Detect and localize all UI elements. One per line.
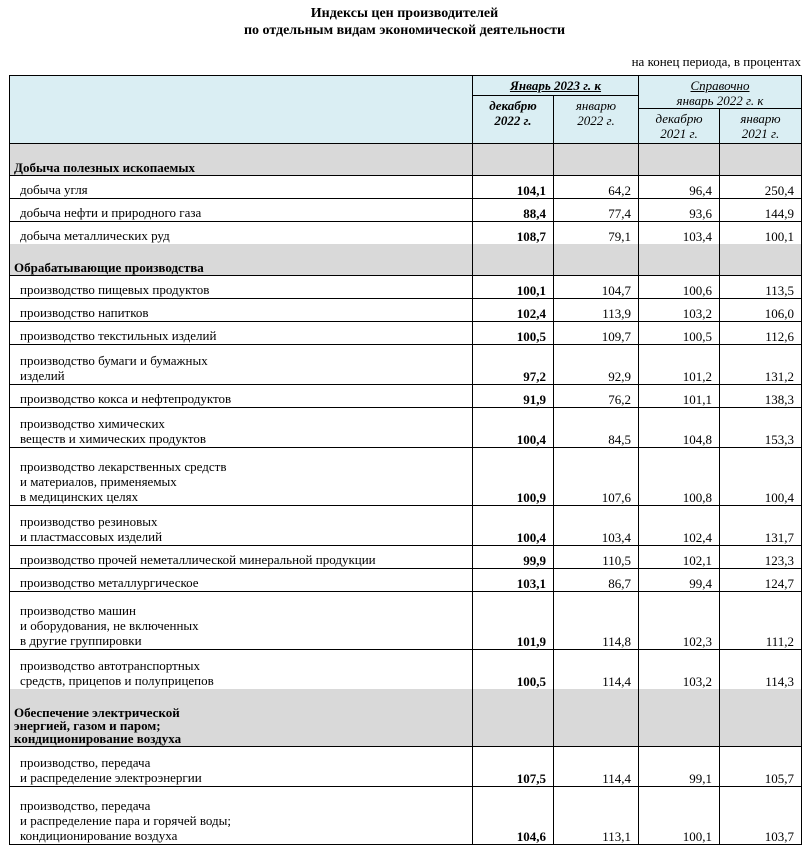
value-jan22-vs-jan21: 250,4 — [720, 176, 802, 199]
section-empty-cell — [554, 144, 639, 176]
row-label-line: производство пищевых продуктов — [20, 282, 210, 297]
table-row — [10, 345, 802, 385]
row-label — [10, 448, 473, 506]
row-label-line: производство химических — [20, 416, 165, 431]
section-title-line: кондиционирование воздуха — [14, 731, 182, 746]
value-jan23-vs-dec22: 100,4 — [473, 506, 554, 546]
section-title-line: энергией, газом и паром; — [14, 718, 161, 733]
row-label — [10, 787, 473, 845]
table-row — [10, 650, 802, 690]
value-jan22-vs-jan21: 138,3 — [720, 385, 802, 408]
value-jan22-vs-dec21: 101,2 — [639, 345, 720, 385]
section-empty-cell — [639, 244, 720, 276]
value-jan22-vs-dec21: 101,1 — [639, 385, 720, 408]
table-title — [0, 0, 809, 39]
value-jan22-vs-jan21: 131,7 — [720, 506, 802, 546]
section-row — [10, 144, 802, 176]
header-col-jan-2022-line-2: 2022 г. — [577, 113, 615, 128]
value-jan23-vs-jan22: 104,7 — [554, 276, 639, 299]
section-empty-cell — [473, 244, 554, 276]
table-row — [10, 408, 802, 448]
header-col-dec-2022-line-2: 2022 г. — [494, 113, 532, 128]
value-jan23-vs-dec22: 104,6 — [473, 787, 554, 845]
value-jan23-vs-jan22: 79,1 — [554, 222, 639, 245]
value-jan23-vs-dec22: 102,4 — [473, 299, 554, 322]
header-col-dec-2021-line-2: 2021 г. — [660, 126, 698, 141]
value-jan22-vs-jan21: 131,2 — [720, 345, 802, 385]
row-label-line: изделий — [20, 368, 65, 383]
value-jan22-vs-dec21: 93,6 — [639, 199, 720, 222]
section-title — [10, 144, 473, 176]
row-label — [10, 385, 473, 408]
value-jan22-vs-dec21: 100,5 — [639, 322, 720, 345]
value-jan22-vs-jan21: 113,5 — [720, 276, 802, 299]
value-jan22-vs-jan21: 105,7 — [720, 747, 802, 787]
value-jan22-vs-dec21: 100,1 — [639, 787, 720, 845]
header-row-1 — [10, 76, 802, 96]
section-empty-cell — [720, 244, 802, 276]
value-jan23-vs-jan22: 76,2 — [554, 385, 639, 408]
row-label-line: и распределение пара и горячей воды; — [20, 813, 231, 828]
section-empty-cell — [639, 689, 720, 747]
value-jan22-vs-dec21: 96,4 — [639, 176, 720, 199]
value-jan22-vs-jan21: 106,0 — [720, 299, 802, 322]
value-jan22-vs-dec21: 102,1 — [639, 546, 720, 569]
row-label-line: производство машин — [20, 603, 136, 618]
row-label-line: и материалов, применяемых — [20, 474, 177, 489]
value-jan22-vs-jan21: 123,3 — [720, 546, 802, 569]
value-jan22-vs-dec21: 104,8 — [639, 408, 720, 448]
row-label-line: производство металлургическое — [20, 575, 199, 590]
table-row — [10, 299, 802, 322]
value-jan23-vs-jan22: 114,4 — [554, 747, 639, 787]
value-jan23-vs-dec22: 100,9 — [473, 448, 554, 506]
value-jan22-vs-jan21: 103,7 — [720, 787, 802, 845]
row-label-line: кондиционирование воздуха — [20, 828, 178, 843]
table-row — [10, 385, 802, 408]
value-jan22-vs-jan21: 114,3 — [720, 650, 802, 690]
section-empty-cell — [554, 689, 639, 747]
value-jan22-vs-dec21: 102,4 — [639, 506, 720, 546]
row-label-line: производство автотранспортных — [20, 658, 201, 673]
header-reference-title: Справочно — [690, 78, 750, 93]
value-jan22-vs-dec21: 103,2 — [639, 299, 720, 322]
row-label — [10, 592, 473, 650]
row-label-line: средств, прицепов и полуприцепов — [20, 673, 214, 688]
row-label-line: производство напитков — [20, 305, 149, 320]
value-jan22-vs-dec21: 103,4 — [639, 222, 720, 245]
table-row — [10, 787, 802, 845]
section-empty-cell — [639, 144, 720, 176]
value-jan23-vs-jan22: 114,4 — [554, 650, 639, 690]
table-row — [10, 322, 802, 345]
section-empty-cell — [473, 689, 554, 747]
value-jan23-vs-dec22: 91,9 — [473, 385, 554, 408]
row-label — [10, 222, 473, 245]
value-jan23-vs-jan22: 103,4 — [554, 506, 639, 546]
section-title-line: Добыча полезных ископаемых — [14, 160, 196, 175]
table-row — [10, 176, 802, 199]
table-row — [10, 747, 802, 787]
section-title-line: Обрабатывающие производства — [14, 260, 204, 275]
value-jan23-vs-dec22: 104,1 — [473, 176, 554, 199]
value-jan23-vs-jan22: 110,5 — [554, 546, 639, 569]
header-group-main — [473, 76, 639, 96]
value-jan22-vs-dec21: 100,6 — [639, 276, 720, 299]
value-jan22-vs-jan21: 153,3 — [720, 408, 802, 448]
value-jan22-vs-jan21: 100,4 — [720, 448, 802, 506]
header-col-jan-2021-line-1: январю — [740, 111, 781, 126]
row-label-line: и оборудования, не включенных — [20, 618, 199, 633]
header-reference-subtitle: январь 2022 г. к — [676, 93, 764, 108]
row-label — [10, 345, 473, 385]
row-label-line: добыча угля — [20, 182, 88, 197]
row-label — [10, 299, 473, 322]
header-col-dec-2021-line-1: декабрю — [655, 111, 703, 126]
value-jan22-vs-jan21: 124,7 — [720, 569, 802, 592]
row-label-line: производство, передача — [20, 755, 151, 770]
value-jan23-vs-dec22: 103,1 — [473, 569, 554, 592]
row-label — [10, 506, 473, 546]
table-row — [10, 276, 802, 299]
header-col-jan-2021-line-2: 2021 г. — [741, 126, 780, 141]
value-jan23-vs-dec22: 101,9 — [473, 592, 554, 650]
row-label — [10, 322, 473, 345]
value-jan23-vs-dec22: 107,5 — [473, 747, 554, 787]
unit-note: на конец периода, в процентах — [631, 54, 801, 69]
row-label — [10, 199, 473, 222]
value-jan23-vs-jan22: 77,4 — [554, 199, 639, 222]
row-label-line: в медицинских целях — [20, 489, 139, 504]
row-label-line: производство бумаги и бумажных — [20, 353, 208, 368]
header-group-main-label: Январь 2023 г. к — [509, 78, 602, 93]
row-label — [10, 546, 473, 569]
value-jan22-vs-jan21: 100,1 — [720, 222, 802, 245]
row-label-line: в другие группировки — [20, 633, 142, 648]
section-row — [10, 244, 802, 276]
value-jan22-vs-dec21: 100,8 — [639, 448, 720, 506]
section-row — [10, 689, 802, 747]
table-row — [10, 592, 802, 650]
value-jan23-vs-jan22: 114,8 — [554, 592, 639, 650]
row-label — [10, 408, 473, 448]
row-label-line: производство, передача — [20, 798, 151, 813]
value-jan22-vs-dec21: 103,2 — [639, 650, 720, 690]
value-jan23-vs-dec22: 100,5 — [473, 322, 554, 345]
value-jan23-vs-dec22: 100,5 — [473, 650, 554, 690]
value-jan23-vs-dec22: 99,9 — [473, 546, 554, 569]
row-label — [10, 176, 473, 199]
section-empty-cell — [473, 144, 554, 176]
value-jan23-vs-dec22: 100,4 — [473, 408, 554, 448]
row-label-line: производство лекарственных средств — [20, 459, 227, 474]
value-jan22-vs-dec21: 99,4 — [639, 569, 720, 592]
table-row — [10, 222, 802, 245]
title-line-1: Индексы цен производителей — [310, 6, 499, 21]
row-label-line: и пластмассовых изделий — [20, 529, 163, 544]
row-label — [10, 650, 473, 690]
value-jan23-vs-dec22: 100,1 — [473, 276, 554, 299]
section-title — [10, 689, 473, 747]
header-col-dec-2022-line-1: декабрю — [489, 98, 537, 113]
table-row — [10, 199, 802, 222]
table-row — [10, 448, 802, 506]
value-jan23-vs-jan22: 113,1 — [554, 787, 639, 845]
section-empty-cell — [720, 144, 802, 176]
header-col-jan-2021 — [720, 109, 802, 144]
row-label-line: и распределение электроэнергии — [20, 770, 202, 785]
title-line-2: по отдельным видам экономической деятельности — [243, 23, 566, 38]
value-jan23-vs-jan22: 84,5 — [554, 408, 639, 448]
row-label — [10, 276, 473, 299]
row-label-line: веществ и химических продуктов — [20, 431, 207, 446]
table-row — [10, 546, 802, 569]
value-jan22-vs-dec21: 99,1 — [639, 747, 720, 787]
value-jan23-vs-jan22: 64,2 — [554, 176, 639, 199]
value-jan22-vs-dec21: 102,3 — [639, 592, 720, 650]
value-jan23-vs-jan22: 107,6 — [554, 448, 639, 506]
row-label — [10, 569, 473, 592]
section-empty-cell — [720, 689, 802, 747]
value-jan23-vs-jan22: 113,9 — [554, 299, 639, 322]
header-blank-cell — [10, 76, 473, 144]
value-jan23-vs-dec22: 88,4 — [473, 199, 554, 222]
value-jan22-vs-jan21: 112,6 — [720, 322, 802, 345]
table-row — [10, 506, 802, 546]
section-title — [10, 244, 473, 276]
value-jan23-vs-jan22: 109,7 — [554, 322, 639, 345]
row-label — [10, 747, 473, 787]
value-jan23-vs-jan22: 92,9 — [554, 345, 639, 385]
header-col-dec-2021 — [639, 109, 720, 144]
row-label-line: добыча металлических руд — [20, 228, 170, 243]
section-empty-cell — [554, 244, 639, 276]
header-col-jan-2022 — [554, 96, 639, 144]
value-jan22-vs-jan21: 144,9 — [720, 199, 802, 222]
section-title-line: Обеспечение электрической — [14, 705, 180, 720]
row-label-line: производство резиновых — [20, 514, 158, 529]
value-jan22-vs-jan21: 111,2 — [720, 592, 802, 650]
value-jan23-vs-jan22: 86,7 — [554, 569, 639, 592]
header-group-reference — [639, 76, 802, 109]
header-col-jan-2022-line-1: январю — [575, 98, 617, 113]
row-label-line: производство текстильных изделий — [20, 328, 217, 343]
row-label-line: производство кокса и нефтепродуктов — [20, 391, 232, 406]
table-row — [10, 569, 802, 592]
price-index-table — [9, 75, 802, 845]
value-jan23-vs-dec22: 97,2 — [473, 345, 554, 385]
value-jan23-vs-dec22: 108,7 — [473, 222, 554, 245]
row-label-line: добыча нефти и природного газа — [20, 205, 202, 220]
row-label-line: производство прочей неметаллической минеральной продукции — [20, 552, 376, 567]
header-col-dec-2022 — [473, 96, 554, 144]
